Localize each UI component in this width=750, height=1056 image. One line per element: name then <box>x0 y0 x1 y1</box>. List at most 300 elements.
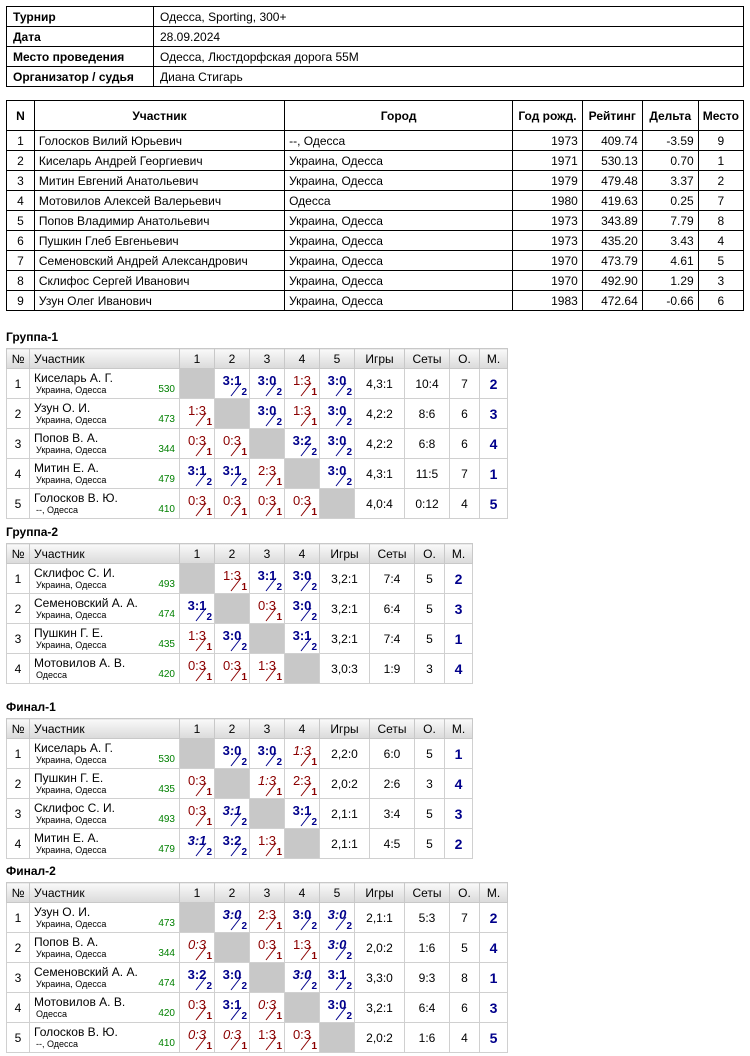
match-score: 0:3 <box>187 1026 207 1042</box>
group-table <box>6 882 508 1053</box>
player-games: 4,3:1 <box>355 369 405 399</box>
self-match-cell <box>215 399 250 429</box>
participant-cell: Мотовилов Алексей Валерьевич <box>34 191 284 211</box>
match-score: 3:2 <box>222 832 242 848</box>
match-points: 1 <box>241 1040 247 1052</box>
player-points: 3 <box>415 769 445 799</box>
match-result <box>250 370 284 398</box>
match-result-cell <box>320 903 355 933</box>
match-points: 1 <box>311 1040 317 1052</box>
match-result-cell <box>285 769 320 799</box>
participant-cell: 1983 <box>513 291 583 311</box>
self-match-cell <box>320 489 355 519</box>
participants-header: Место <box>698 101 743 131</box>
match-score: 3:0 <box>327 462 347 478</box>
self-match-cell <box>250 624 285 654</box>
info-label: Организатор / судья <box>7 67 154 87</box>
self-match-cell <box>285 654 320 684</box>
player-city: Украина, Одесса <box>36 610 107 620</box>
match-result <box>180 994 214 1022</box>
match-score: 0:3 <box>187 802 207 818</box>
match-result-cell <box>285 489 320 519</box>
match-result-cell <box>285 429 320 459</box>
player-name: Митин Е. А. <box>34 461 99 475</box>
player-points: 7 <box>450 903 480 933</box>
player-city: Украина, Одесса <box>36 475 107 485</box>
match-score: 3:0 <box>257 402 277 418</box>
group-title: Группа-1 <box>6 330 59 344</box>
match-result-cell <box>250 769 285 799</box>
match-result-cell <box>215 429 250 459</box>
match-result-cell <box>285 903 320 933</box>
player-number: 3 <box>7 429 30 459</box>
player-sets: 4:5 <box>370 829 415 859</box>
player-games: 2,2:0 <box>320 739 370 769</box>
tournament-info-table <box>6 6 744 87</box>
player-name: Склифос С. И. <box>34 801 115 815</box>
match-score: 1:3 <box>292 372 312 388</box>
match-result <box>180 625 214 653</box>
match-result <box>215 625 249 653</box>
participant-cell: 1971 <box>513 151 583 171</box>
player-name: Попов В. А. <box>34 935 99 949</box>
player-points: 4 <box>450 1023 480 1053</box>
participant-cell: 4 <box>7 191 35 211</box>
player-number: 3 <box>7 624 30 654</box>
player-place: 4 <box>480 429 508 459</box>
player-games: 3,0:3 <box>320 654 370 684</box>
player-city: Украина, Одесса <box>36 755 107 765</box>
player-city: Украина, Одесса <box>36 785 107 795</box>
match-score: 3:0 <box>327 402 347 418</box>
player-name-cell <box>30 963 180 993</box>
match-result-cell <box>215 963 250 993</box>
group-header-cell: № <box>7 544 30 564</box>
player-name: Пушкин Г. Е. <box>34 771 104 785</box>
match-points: 1 <box>276 611 282 623</box>
participant-row <box>7 271 744 291</box>
group-header-cell: О. <box>415 719 445 739</box>
player-name: Голосков В. Ю. <box>34 491 118 505</box>
participant-cell: 8 <box>698 211 743 231</box>
player-points: 4 <box>450 489 480 519</box>
match-result <box>180 400 214 428</box>
participants-table <box>6 100 744 311</box>
participants-header: Рейтинг <box>582 101 642 131</box>
match-points: 1 <box>276 1010 282 1022</box>
group-header-cell: 4 <box>285 719 320 739</box>
match-result <box>320 934 354 962</box>
match-result-cell <box>180 459 215 489</box>
match-result <box>285 595 319 623</box>
match-score: 2:3 <box>292 772 312 788</box>
self-match-cell <box>285 993 320 1023</box>
player-sets: 11:5 <box>405 459 450 489</box>
match-points: 2 <box>241 846 247 858</box>
match-points: 2 <box>206 980 212 992</box>
participant-cell: 435.20 <box>582 231 642 251</box>
match-result-cell <box>215 739 250 769</box>
match-score: 3:1 <box>222 802 242 818</box>
match-result-cell <box>215 369 250 399</box>
match-score: 2:3 <box>257 906 277 922</box>
group-table <box>6 718 473 859</box>
match-result-cell <box>250 1023 285 1053</box>
info-row <box>7 67 744 87</box>
match-points: 1 <box>311 756 317 768</box>
match-result-cell <box>250 933 285 963</box>
match-points: 2 <box>311 446 317 458</box>
participant-cell: 1.29 <box>642 271 698 291</box>
participant-cell: 419.63 <box>582 191 642 211</box>
match-score: 3:1 <box>327 966 347 982</box>
player-name: Семеновский А. А. <box>34 596 138 610</box>
match-result-cell <box>285 399 320 429</box>
player-place: 1 <box>445 624 473 654</box>
info-label: Место проведения <box>7 47 154 67</box>
match-points: 2 <box>241 476 247 488</box>
match-result-cell <box>215 903 250 933</box>
match-result-cell <box>215 799 250 829</box>
player-place: 3 <box>480 399 508 429</box>
player-name-cell <box>30 369 180 399</box>
group-player-row <box>7 739 473 769</box>
match-result <box>250 565 284 593</box>
participant-cell: 1 <box>698 151 743 171</box>
self-match-cell <box>215 769 250 799</box>
group-player-row <box>7 769 473 799</box>
match-points: 1 <box>206 816 212 828</box>
participant-cell: 3 <box>7 171 35 191</box>
match-score: 2:3 <box>257 462 277 478</box>
participant-cell: 472.64 <box>582 291 642 311</box>
player-sets: 7:4 <box>370 624 415 654</box>
group-header-cell: 1 <box>180 719 215 739</box>
match-result-cell <box>285 963 320 993</box>
match-result <box>180 830 214 858</box>
match-score: 1:3 <box>257 772 277 788</box>
participant-cell: 2 <box>698 171 743 191</box>
player-name: Узун О. И. <box>34 905 91 919</box>
participant-cell: Одесса <box>285 191 513 211</box>
player-city: Одесса <box>36 1009 68 1019</box>
group-player-row <box>7 654 473 684</box>
match-result-cell <box>250 459 285 489</box>
match-result-cell <box>180 489 215 519</box>
match-score: 3:1 <box>257 567 277 583</box>
player-name: Мотовилов А. В. <box>34 995 126 1009</box>
player-rating: 435 <box>158 639 175 650</box>
participant-cell: 0.70 <box>642 151 698 171</box>
match-result-cell <box>180 933 215 963</box>
match-result <box>215 1024 249 1052</box>
participants-header: N <box>7 101 35 131</box>
player-rating: 530 <box>158 754 175 765</box>
match-points: 2 <box>311 641 317 653</box>
participant-cell: 409.74 <box>582 131 642 151</box>
match-result <box>215 655 249 683</box>
match-points: 1 <box>311 786 317 798</box>
match-score: 1:3 <box>257 832 277 848</box>
player-number: 4 <box>7 654 30 684</box>
match-points: 2 <box>346 980 352 992</box>
match-score: 0:3 <box>187 657 207 673</box>
player-name-cell <box>30 903 180 933</box>
participant-row <box>7 131 744 151</box>
group-header-cell: Участник <box>30 719 180 739</box>
player-city: Украина, Одесса <box>36 445 107 455</box>
player-points: 5 <box>415 739 445 769</box>
match-result-cell <box>285 739 320 769</box>
match-score: 3:1 <box>187 832 207 848</box>
group-header-cell: 2 <box>215 719 250 739</box>
player-sets: 5:3 <box>405 903 450 933</box>
match-score: 0:3 <box>187 772 207 788</box>
group-header-cell: М. <box>480 349 508 369</box>
match-score: 0:3 <box>292 492 312 508</box>
player-place: 3 <box>445 594 473 624</box>
group-title: Финал-1 <box>6 700 56 714</box>
match-result <box>180 1024 214 1052</box>
player-place: 2 <box>445 564 473 594</box>
info-value: Одесса, Люстдорфская дорога 55М <box>154 47 744 67</box>
player-name: Киселарь А. Г. <box>34 371 113 385</box>
player-rating: 473 <box>158 414 175 425</box>
participant-cell: Украина, Одесса <box>285 151 513 171</box>
match-score: 0:3 <box>222 1026 242 1042</box>
player-name-cell <box>30 624 180 654</box>
player-points: 5 <box>415 594 445 624</box>
participant-cell: Голосков Вилий Юрьевич <box>34 131 284 151</box>
match-result-cell <box>180 399 215 429</box>
match-points: 2 <box>311 581 317 593</box>
match-score: 3:0 <box>292 597 312 613</box>
info-label: Турнир <box>7 7 154 27</box>
match-result <box>285 565 319 593</box>
match-points: 1 <box>276 476 282 488</box>
match-result <box>215 994 249 1022</box>
match-result-cell <box>250 564 285 594</box>
group-header-cell: О. <box>450 883 480 903</box>
participant-cell: 1 <box>7 131 35 151</box>
match-points: 2 <box>346 476 352 488</box>
participant-cell: 9 <box>698 131 743 151</box>
match-score: 3:0 <box>292 906 312 922</box>
player-games: 2,1:1 <box>320 799 370 829</box>
match-result-cell <box>180 429 215 459</box>
match-result <box>250 904 284 932</box>
match-points: 1 <box>206 671 212 683</box>
info-row <box>7 47 744 67</box>
match-points: 1 <box>241 446 247 458</box>
match-score: 1:3 <box>187 402 207 418</box>
match-points: 2 <box>346 446 352 458</box>
match-points: 1 <box>241 506 247 518</box>
group-header-cell: 5 <box>320 349 355 369</box>
self-match-cell <box>180 739 215 769</box>
player-place: 2 <box>480 369 508 399</box>
match-result <box>285 904 319 932</box>
participant-cell: Узун Олег Иванович <box>34 291 284 311</box>
player-name: Семеновский А. А. <box>34 965 138 979</box>
group-player-row <box>7 564 473 594</box>
player-city: Украина, Одесса <box>36 845 107 855</box>
participant-cell: 6 <box>7 231 35 251</box>
match-result <box>320 904 354 932</box>
player-sets: 10:4 <box>405 369 450 399</box>
match-score: 3:0 <box>222 627 242 643</box>
player-city: Украина, Одесса <box>36 415 107 425</box>
participants-header: Год рожд. <box>513 101 583 131</box>
self-match-cell <box>180 369 215 399</box>
player-number: 2 <box>7 769 30 799</box>
match-points: 2 <box>206 476 212 488</box>
match-result <box>285 770 319 798</box>
player-points: 7 <box>450 459 480 489</box>
group-header-cell: 3 <box>250 349 285 369</box>
match-score: 0:3 <box>187 996 207 1012</box>
match-points: 1 <box>241 671 247 683</box>
match-result-cell <box>250 369 285 399</box>
player-name: Попов В. А. <box>34 431 99 445</box>
match-result-cell <box>215 459 250 489</box>
match-result <box>215 830 249 858</box>
group-header-cell: Сеты <box>370 719 415 739</box>
player-name-cell <box>30 799 180 829</box>
match-points: 2 <box>206 846 212 858</box>
player-name-cell <box>30 459 180 489</box>
group-header-cell: 2 <box>215 544 250 564</box>
player-city: Украина, Одесса <box>36 979 107 989</box>
match-points: 2 <box>241 920 247 932</box>
match-result-cell <box>320 963 355 993</box>
player-name: Мотовилов А. В. <box>34 656 126 670</box>
player-sets: 0:12 <box>405 489 450 519</box>
group-player-row <box>7 369 508 399</box>
match-score: 3:1 <box>187 462 207 478</box>
group-header-cell: Сеты <box>405 349 450 369</box>
match-result <box>285 1024 319 1052</box>
participant-cell: Склифос Сергей Иванович <box>34 271 284 291</box>
match-result-cell <box>180 624 215 654</box>
match-result-cell <box>215 829 250 859</box>
match-score: 1:3 <box>222 567 242 583</box>
player-place: 4 <box>445 769 473 799</box>
player-city: Украина, Одесса <box>36 580 107 590</box>
match-result <box>215 964 249 992</box>
group-header-cell: 4 <box>285 349 320 369</box>
match-points: 1 <box>276 950 282 962</box>
match-result-cell <box>285 369 320 399</box>
player-city: --, Одесса <box>36 1039 79 1049</box>
player-games: 2,0:2 <box>355 933 405 963</box>
player-points: 5 <box>415 829 445 859</box>
match-result <box>215 460 249 488</box>
participant-cell: 1970 <box>513 251 583 271</box>
group-player-row <box>7 624 473 654</box>
match-result-cell <box>250 399 285 429</box>
match-result-cell <box>250 594 285 624</box>
match-score: 0:3 <box>222 432 242 448</box>
match-result-cell <box>285 594 320 624</box>
group-header-cell: № <box>7 719 30 739</box>
player-sets: 1:6 <box>405 933 450 963</box>
player-rating: 493 <box>158 579 175 590</box>
player-rating: 530 <box>158 384 175 395</box>
match-result-cell <box>215 624 250 654</box>
player-place: 4 <box>445 654 473 684</box>
participant-cell: 6 <box>698 291 743 311</box>
player-sets: 6:0 <box>370 739 415 769</box>
player-name-cell <box>30 399 180 429</box>
group-header-cell: О. <box>415 544 445 564</box>
player-place: 5 <box>480 489 508 519</box>
match-score: 3:0 <box>222 906 242 922</box>
player-games: 4,3:1 <box>355 459 405 489</box>
participant-cell: Киселарь Андрей Георгиевич <box>34 151 284 171</box>
self-match-cell <box>215 594 250 624</box>
match-result <box>180 460 214 488</box>
participant-row <box>7 251 744 271</box>
match-result <box>215 904 249 932</box>
group-player-row <box>7 829 473 859</box>
participants-header: Город <box>285 101 513 131</box>
info-row <box>7 27 744 47</box>
group-header-cell: Участник <box>30 883 180 903</box>
participant-row <box>7 191 744 211</box>
match-points: 2 <box>241 386 247 398</box>
match-result-cell <box>215 564 250 594</box>
player-city: Украина, Одесса <box>36 385 107 395</box>
match-result-cell <box>180 963 215 993</box>
player-name-cell <box>30 564 180 594</box>
match-result <box>215 740 249 768</box>
match-score: 3:0 <box>257 742 277 758</box>
match-score: 0:3 <box>187 936 207 952</box>
match-result <box>250 994 284 1022</box>
participant-cell: 0.25 <box>642 191 698 211</box>
player-rating: 493 <box>158 814 175 825</box>
participant-cell: Митин Евгений Анатольевич <box>34 171 284 191</box>
match-result-cell <box>320 459 355 489</box>
group-header-cell: 1 <box>180 544 215 564</box>
match-result <box>285 400 319 428</box>
match-points: 1 <box>206 950 212 962</box>
match-points: 2 <box>311 980 317 992</box>
participant-cell: 479.48 <box>582 171 642 191</box>
group-header-cell: 3 <box>250 883 285 903</box>
participant-row <box>7 231 744 251</box>
group-player-row <box>7 399 508 429</box>
match-result-cell <box>250 903 285 933</box>
match-score: 3:0 <box>222 966 242 982</box>
participant-cell: 4.61 <box>642 251 698 271</box>
participant-cell: 1973 <box>513 131 583 151</box>
match-result <box>320 430 354 458</box>
match-result-cell <box>285 1023 320 1053</box>
match-score: 3:0 <box>327 996 347 1012</box>
match-result-cell <box>250 993 285 1023</box>
player-points: 5 <box>415 624 445 654</box>
match-result <box>180 964 214 992</box>
player-name: Пушкин Г. Е. <box>34 626 104 640</box>
player-points: 5 <box>415 564 445 594</box>
player-name-cell <box>30 933 180 963</box>
match-result-cell <box>250 739 285 769</box>
match-points: 2 <box>241 756 247 768</box>
match-points: 2 <box>276 581 282 593</box>
player-number: 5 <box>7 1023 30 1053</box>
